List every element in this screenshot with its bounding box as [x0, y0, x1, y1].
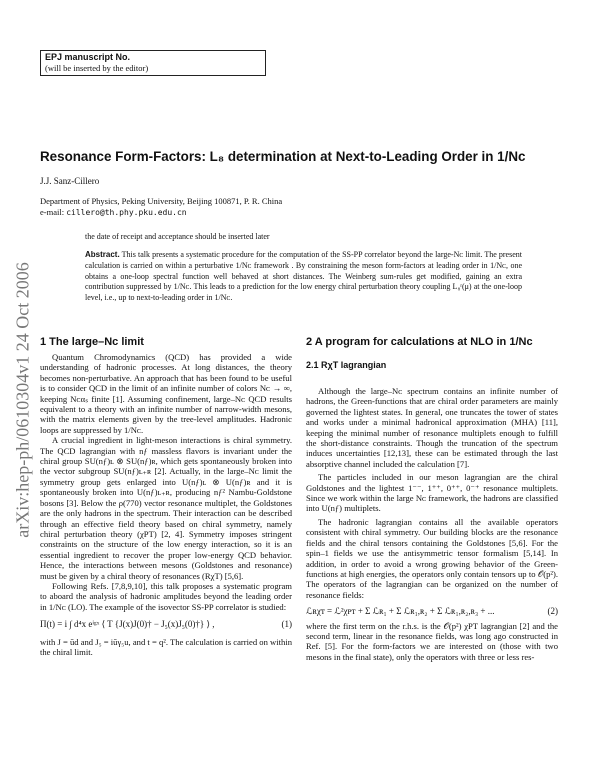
- section-2-paragraph-1: Although the large–Nᴄ spectrum contains an infinite number of hadrons, the Green-functions that are chiral order parameters are mainly governed the lightest states. In general, one truncates the tower of states and works under a minimal hadronical approximation (MHA) [11], keeping the minimal number of resonance multiplets enough to fulfill the short-distance constraints. Though the truncation of the spectrum induces uncertainties [12,13], these can be estimated through the last absorptive channel included the calculation [7].: [306, 386, 558, 469]
- section-1-body: [40, 352, 292, 657]
- section-2-after-equation: where the first term on the r.h.s. is the 𝒪(p²) χPT lagrangian [2] and the second term, linear in the resonance fields, was long ago constructed in Ref. [5]. For the form-factors we are interested on (those with two mesons in the final state), only the operators with three or less res-: [306, 620, 558, 662]
- abstract: [85, 250, 522, 304]
- editor-note: (will be inserted by the editor): [45, 63, 149, 73]
- editor-header-box: [40, 50, 266, 76]
- equation-2-number: (2): [547, 606, 558, 617]
- email-address[interactable]: cillero@th.phy.pku.edu.cn: [66, 208, 187, 217]
- equation-1-row: [40, 619, 292, 629]
- email-label: e-mail:: [40, 207, 65, 217]
- manuscript-label: EPJ manuscript No.: [45, 52, 131, 62]
- section-2-heading: 2 A program for calculations at NLO in 1/Nᴄ: [306, 336, 533, 348]
- section-1-paragraph-2: A crucial ingredient in light-meson interactions is chiral symmetry. The QCD lagrangian with nƒ massless flavors is invariant under the chiral group SU(nƒ)ʟ ⊗ SU(nƒ)ʀ, which gets spontaneously broken into the vector subgroup SU(nƒ)ʟ₊ʀ [2]. Actually, in the large–Nᴄ limit the symmetry group gets enlarged into U(nƒ)ʟ ⊗ U(nƒ)ʀ and it is spontaneously broken into U(nƒ)ʟ₊ʀ, producing nƒ² Nambu-Goldstone bosons [3]. Below the ρ(770) vector resonance multiplet, the Goldstones are the only hadrons in the spectrum. Their interaction can be described through an effective field theory based on chiral symmetry, namely chiral perturbation theory (χPT) [2, 4]. Symmetry imposes stringent constraints on the structure of the low energy interaction, so it is an essential ingredient to recover the proper low-energy QCD behavior. Hence, the interactions between mesons (Goldstones and resonance) must be given by a chiral theory of resonances (RχT) [5,6].: [40, 435, 292, 581]
- section-1-paragraph-1: Quantum Chromodynamics (QCD) has provided a wide understanding of hadronic processes. At long distances, the theory becomes non-perturbative. An approach that has been found to be useful is to consider QCD in the limit of an infinite number of colors Nᴄ → ∞, keeping Nᴄαₛ finite [1]. Assuming confinement, large–Nᴄ QCD results equivalent to a theory with an infinite number of narrow-width mesons, with the matrix elements given by the tree-level amplitudes. Hadronic loops are suppressed by 1/Nᴄ.: [40, 352, 292, 435]
- section-1-after-equation: with J = ūd and J₅ = iūγ₅u, and t = q². The calculation is carried on within the chiral limit.: [40, 636, 292, 657]
- subsection-2-1-heading: 2.1 RχT lagrangian: [306, 360, 387, 370]
- section-2-paragraph-2: The particles included in our meson lagrangian are the chiral Goldstones and the lightest 1⁻⁻, 1⁺⁺, 0⁺⁺, 0⁻⁺ resonance multiplets. Since we work within the large Nᴄ framework, the hadrons are classified into U(nƒ) multiplets.: [306, 472, 558, 514]
- author-name: J.J. Sanz-Cillero: [40, 176, 100, 186]
- affiliation-block: [40, 196, 282, 218]
- email-line: [40, 207, 282, 218]
- arxiv-identifier: arXiv:hep-ph/0610304v1 24 Oct 2006: [12, 262, 33, 538]
- section-1-heading: 1 The large–Nᴄ limit: [40, 336, 144, 348]
- equation-2-row: [306, 606, 558, 616]
- section-2-paragraph-3: The hadronic lagrangian contains all the available operators consistent with chiral symmetry. Our building blocks are the resonance fields and the chiral tensors containing the Goldstones [5,6]. For the spin–1 fields we use the antisymmetric tensor formalism [5,14]. In addition, in order to avoid a wrong growing behavior of the Green-functions at high energies, the operators only contain tensors up to 𝒪(p²). The operators of the lagrangian can be organized on the number of resonance fields:: [306, 516, 558, 600]
- equation-2: ℒʀχᴛ = ℒ²χᴘᴛ + Σ ℒʀ₁ + Σ ℒʀ₁,ʀ₂ + Σ ℒʀ₁,ʀ₂,ʀ₃ + ...: [306, 606, 495, 617]
- abstract-label: Abstract.: [85, 250, 120, 259]
- equation-1: Π(t) = i ∫ d⁴x eⁱᵍˣ ⟨ T {J(x)J(0)† − J₅(x)J₅(0)†} ⟩ ,: [40, 619, 215, 630]
- affiliation: Department of Physics, Peking University, Beijing 100871, P. R. China: [40, 196, 283, 206]
- section-2-body: [306, 386, 558, 662]
- section-1-paragraph-3: Following Refs. [7,8,9,10], this talk proposes a systematic program to aboard the analysis of hadronic amplitudes beyond the leading order in 1/Nᴄ (LO). The example of the isovector SS-PP correlator is studied:: [40, 580, 292, 612]
- paper-title: Resonance Form-Factors: L₈ determination at Next-to-Leading Order in 1/Nᴄ: [40, 149, 526, 164]
- abstract-text: This talk presents a systematic procedure for the computation of the SS-PP correlator beyond the large-Nᴄ limit. The present calculation is carried on within a perturbative 1/Nᴄ framework . By constraining the meson form-factors at leading order in 1/Nᴄ, one obtains a one-loop spectral function well behaved at short distances. The Weinberg sum-rules get modified, gaining an extra contribution suppressed by 1/Nᴄ. This leads to a prediction for the low energy chiral perturbation theory coupling L₈ʳ(μ) at the one-loop level, i.e., up to next-to-leading order in 1/Nᴄ.: [85, 250, 522, 303]
- equation-1-number: (1): [281, 619, 292, 630]
- arxiv-sidebar: [10, 205, 36, 595]
- received-note: the date of receipt and acceptance should be inserted later: [85, 232, 270, 241]
